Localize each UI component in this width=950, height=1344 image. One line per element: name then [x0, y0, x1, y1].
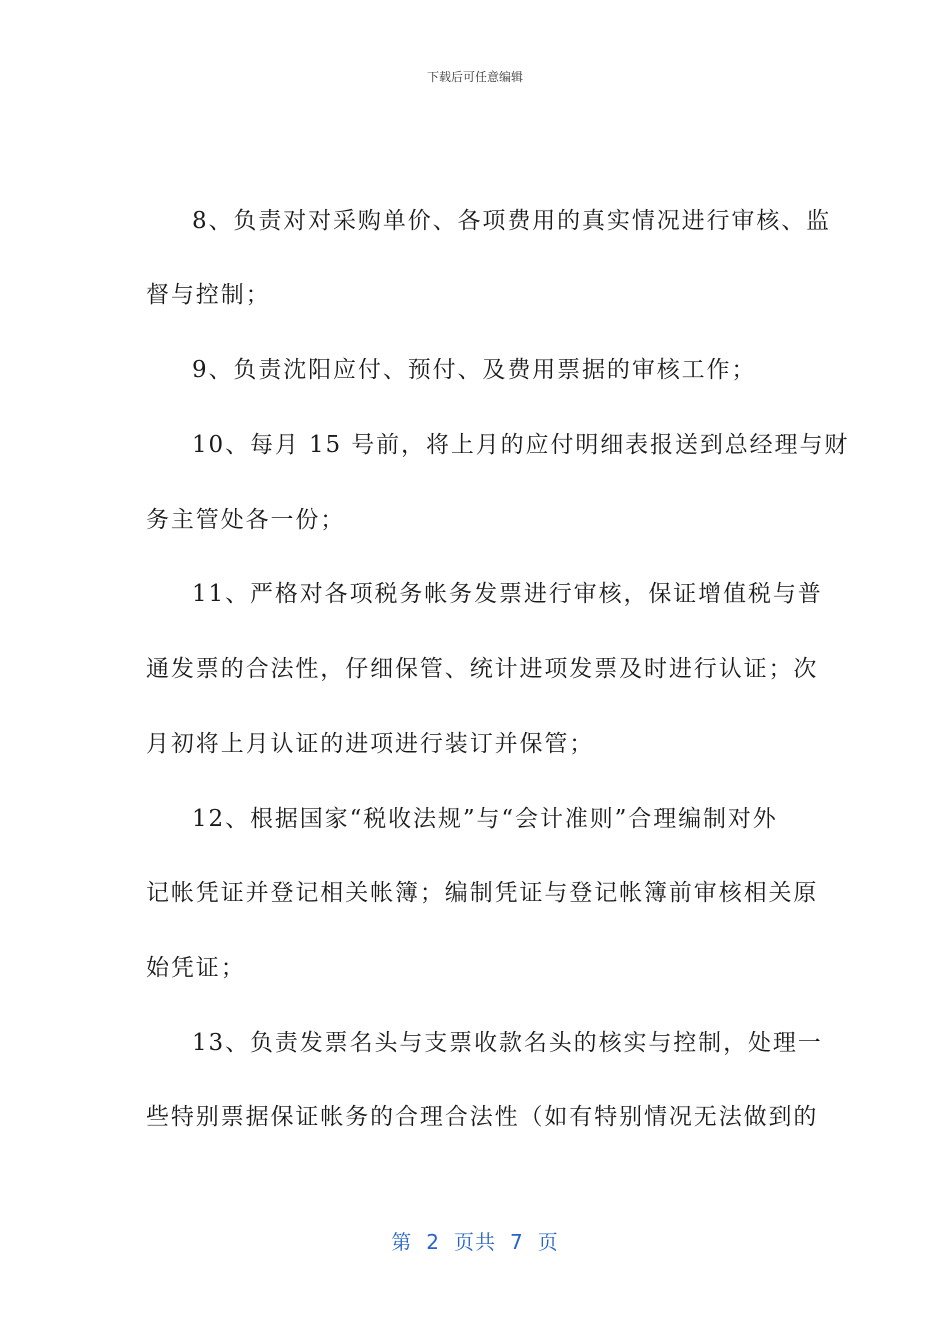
paragraph-12-line-1: 12、根据国家“税收法规”与“会计准则”合理编制对外 [192, 806, 778, 832]
paragraph-11-line-3: 月初将上月认证的进项进行装订并保管； [146, 731, 595, 757]
page-header: 下载后可任意编辑 [426, 70, 523, 84]
paragraph-13-line-2: 些特别票据保证帐务的合理合法性（如有特别情况无法做到的 [146, 1104, 819, 1130]
paragraph-11-line-2: 通发票的合法性，仔细保管、统计进项发票及时进行认证；次 [146, 656, 819, 682]
paragraph-12-line-3: 始凭证； [146, 955, 246, 981]
paragraph-9-line-1: 9、负责沈阳应付、预付、及费用票据的审核工作； [192, 357, 757, 383]
footer-suffix: 页 [537, 1230, 559, 1254]
page-footer [0, 1226, 950, 1255]
paragraph-11-line-1: 11、严格对各项税务帐务发票进行审核，保证增值税与普 [192, 581, 823, 607]
paragraph-12-line-2: 记帐凭证并登记相关帐簿；编制凭证与登记帐簿前审核相关原 [146, 880, 819, 906]
footer-prefix: 第 [391, 1230, 413, 1254]
paragraph-8-line-1: 8、负责对对采购单价、各项费用的真实情况进行审核、监 [192, 208, 832, 234]
paragraph-8-line-2: 督与控制； [146, 282, 271, 308]
footer-page-number: 2 [426, 1230, 440, 1254]
paragraph-10-line-2: 务主管处各一份； [146, 507, 346, 533]
footer-total-pages: 7 [510, 1230, 524, 1254]
paragraph-13-line-1: 13、负责发票名头与支票收款名头的核实与控制，处理一 [192, 1030, 823, 1056]
footer-middle: 页共 [454, 1230, 496, 1254]
paragraph-10-line-1: 10、每月 15 号前，将上月的应付明细表报送到总经理与财 [192, 432, 850, 458]
